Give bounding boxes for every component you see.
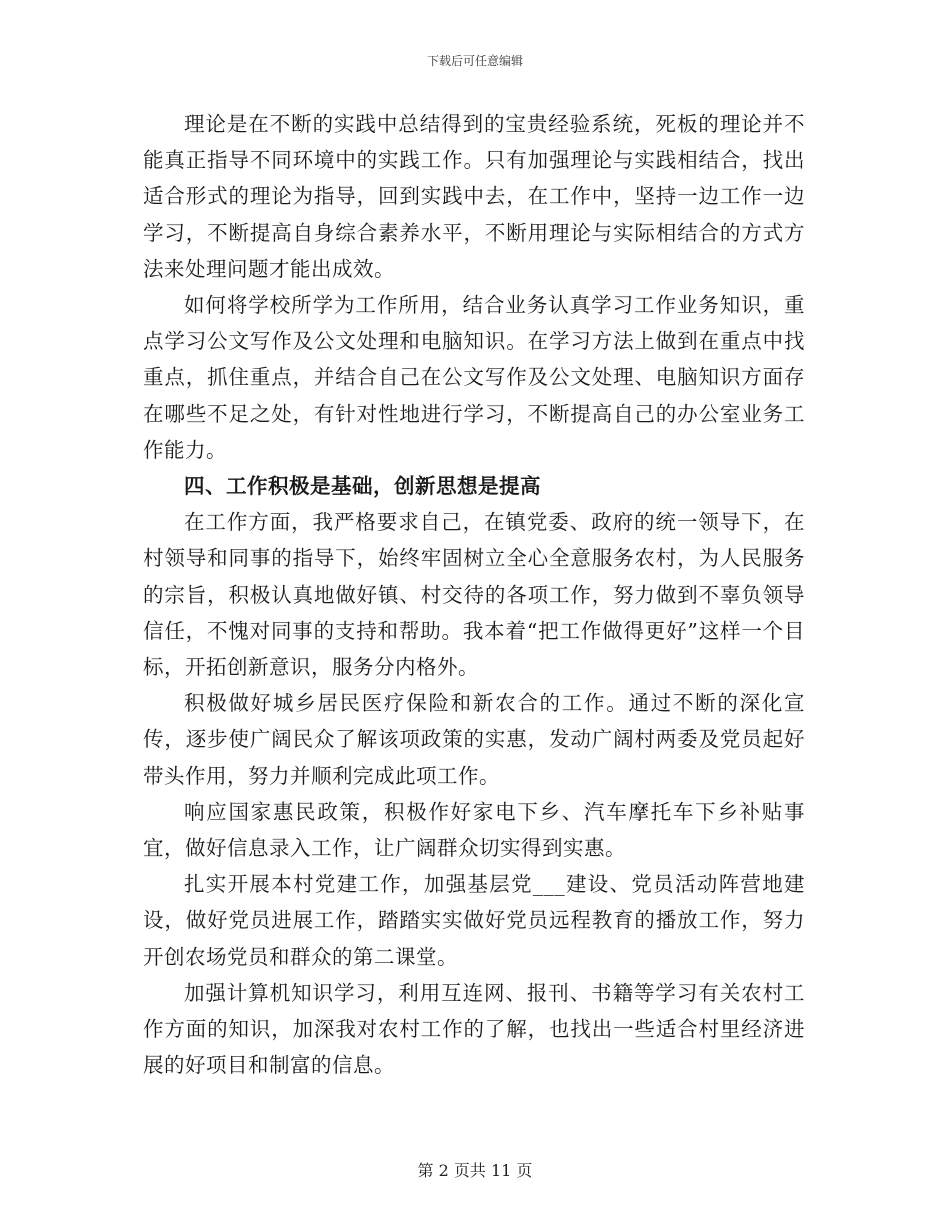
paragraph-party-building: 扎实开展本村党建工作，加强基层党___建设、党员活动阵营地建设，做好党员进展工作，踏踏实实做好党员远程教育的播放工作，努力开创农场党员和群众的第二课堂。: [143, 872, 805, 969]
page-header: 下载后可任意编辑: [426, 54, 523, 68]
paragraph-school-learning: 如何将学校所学为工作所用，结合业务认真学习工作业务知识，重点学习公文写作及公文处理和电脑知识。在学习方法上做到在重点中找重点，抓住重点，并结合自己在公文写作及公文处理、电脑知识方面存在哪些不足之处，有针对性地进行学习，不断提高自己的办公室业务工作能力。: [143, 293, 805, 462]
page-number: 第 2 页共 11 页: [417, 1161, 533, 1180]
paragraph-computer-learning: 加强计算机知识学习，利用互连网、报刊、书籍等学习有关农村工作方面的知识，加深我对农村工作的了解，也找出一些适合村里经济进展的好项目和制富的信息。: [143, 980, 805, 1078]
paragraph-theory-practice: 理论是在不断的实践中总结得到的宝贵经验系统，死板的理论并不能真正指导不同环境中的实践工作。只有加强理论与实践相结合，找出适合形式的理论为指导，回到实践中去，在工作中，坚持一边工作一边学习，不断提高自身综合素养水平，不断用理论与实际相结合的方式方法来处理问题才能出成效。: [143, 112, 805, 281]
section-heading: 四、工作积极是基础，创新思想是提高: [184, 474, 541, 499]
paragraph-work-attitude: 在工作方面，我严格要求自己，在镇党委、政府的统一领导下，在村领导和同事的指导下，始终牢固树立全心全意服务农村，为人民服务的宗旨，积极认真地做好镇、村交待的各项工作，努力做到不辜负领导信任，不愧对同事的支持和帮助。我本着“把工作做得更好”这样一个目标，开拓创新意识，服务分内格外。: [143, 510, 805, 680]
paragraph-subsidy-policy: 响应国家惠民政策，积极作好家电下乡、汽车摩托车下乡补贴事宜，做好信息录入工作，让广阔群众切实得到实惠。: [143, 799, 805, 861]
paragraph-medical-insurance: 积极做好城乡居民医疗保险和新农合的工作。通过不断的深化宣传，逐步使广阔民众了解该项政策的实惠，发动广阔村两委及党员起好带头作用，努力并顺利完成此项工作。: [143, 691, 805, 788]
document-body: [143, 106, 805, 1083]
